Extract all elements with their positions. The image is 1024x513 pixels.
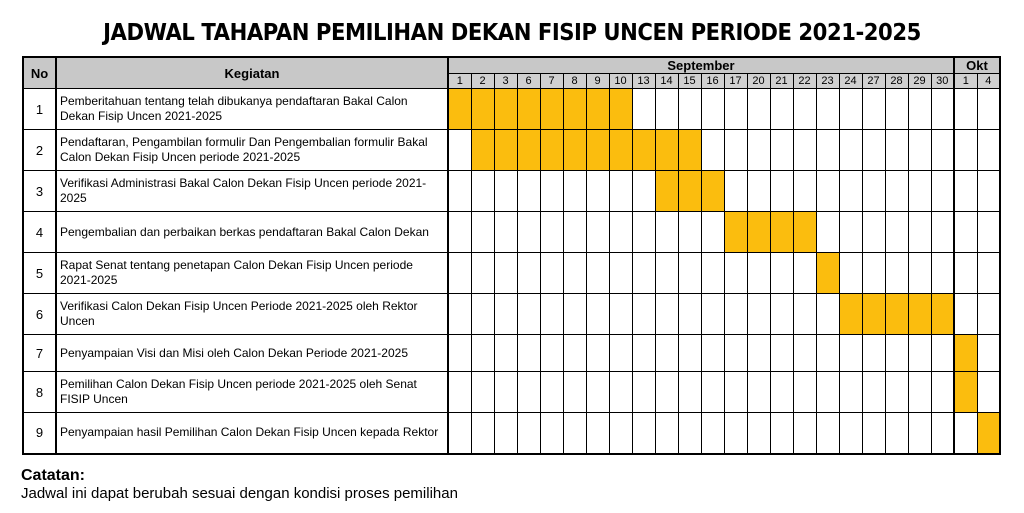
- schedule-cell-empty: [839, 335, 862, 372]
- schedule-cell-empty: [908, 253, 931, 294]
- page-title: JADWAL TAHAPAN PEMILIHAN DEKAN FISIP UNCEN PERIODE 2021-2025: [103, 20, 921, 46]
- schedule-cell-empty: [701, 130, 724, 171]
- schedule-cell-filled: [563, 89, 586, 130]
- activity-text: Verifikasi Administrasi Bakal Calon Dekan Fisip Uncen periode 2021-2025: [56, 171, 448, 212]
- schedule-cell-empty: [471, 335, 494, 372]
- day-label: 20: [747, 74, 770, 89]
- schedule-cell-empty: [678, 413, 701, 454]
- schedule-cell-empty: [609, 253, 632, 294]
- schedule-cell-empty: [678, 372, 701, 413]
- schedule-cell-empty: [494, 413, 517, 454]
- day-label: 8: [563, 74, 586, 89]
- table-row: [23, 212, 1000, 253]
- schedule-cell-empty: [747, 89, 770, 130]
- schedule-cell-empty: [770, 335, 793, 372]
- schedule-cell-empty: [471, 171, 494, 212]
- schedule-cell-empty: [885, 372, 908, 413]
- schedule-cell-filled: [816, 253, 839, 294]
- schedule-cell-empty: [586, 253, 609, 294]
- schedule-cell-empty: [862, 171, 885, 212]
- schedule-cell-empty: [908, 335, 931, 372]
- schedule-cell-empty: [517, 294, 540, 335]
- schedule-cell-filled: [655, 130, 678, 171]
- note-section: [21, 467, 458, 503]
- day-label: 27: [862, 74, 885, 89]
- activity-text: Rapat Senat tentang penetapan Calon Dekan Fisip Uncen periode 2021-2025: [56, 253, 448, 294]
- schedule-cell-filled: [517, 89, 540, 130]
- schedule-cell-empty: [586, 171, 609, 212]
- schedule-cell-filled: [609, 89, 632, 130]
- schedule-cell-empty: [793, 253, 816, 294]
- schedule-cell-empty: [494, 335, 517, 372]
- schedule-cell-empty: [977, 294, 1000, 335]
- schedule-cell-empty: [448, 130, 471, 171]
- schedule-cell-filled: [678, 171, 701, 212]
- schedule-cell-empty: [563, 413, 586, 454]
- schedule-cell-empty: [448, 171, 471, 212]
- schedule-cell-filled: [862, 294, 885, 335]
- schedule-cell-empty: [908, 212, 931, 253]
- schedule-cell-empty: [747, 372, 770, 413]
- schedule-cell-empty: [977, 89, 1000, 130]
- day-label: 15: [678, 74, 701, 89]
- schedule-cell-empty: [609, 413, 632, 454]
- schedule-cell-empty: [954, 89, 977, 130]
- schedule-cell-filled: [954, 372, 977, 413]
- schedule-cell-empty: [540, 372, 563, 413]
- schedule-cell-empty: [471, 372, 494, 413]
- schedule-cell-empty: [724, 130, 747, 171]
- schedule-cell-empty: [770, 89, 793, 130]
- schedule-cell-empty: [517, 372, 540, 413]
- schedule-cell-filled: [448, 89, 471, 130]
- schedule-cell-empty: [816, 130, 839, 171]
- schedule-cell-empty: [724, 89, 747, 130]
- schedule-cell-empty: [931, 212, 954, 253]
- schedule-cell-empty: [609, 212, 632, 253]
- schedule-cell-empty: [747, 413, 770, 454]
- schedule-cell-empty: [632, 171, 655, 212]
- schedule-cell-empty: [517, 335, 540, 372]
- day-label: 13: [632, 74, 655, 89]
- schedule-cell-empty: [931, 413, 954, 454]
- schedule-cell-empty: [448, 335, 471, 372]
- schedule-cell-empty: [609, 171, 632, 212]
- schedule-cell-empty: [885, 171, 908, 212]
- schedule-cell-empty: [908, 130, 931, 171]
- table-row: [23, 89, 1000, 130]
- schedule-cell-empty: [609, 335, 632, 372]
- schedule-cell-empty: [701, 253, 724, 294]
- schedule-cell-filled: [701, 171, 724, 212]
- schedule-cell-empty: [448, 253, 471, 294]
- schedule-cell-empty: [816, 335, 839, 372]
- schedule-cell-filled: [609, 130, 632, 171]
- schedule-cell-empty: [471, 294, 494, 335]
- schedule-cell-empty: [839, 89, 862, 130]
- day-label: 22: [793, 74, 816, 89]
- schedule-cell-empty: [540, 413, 563, 454]
- schedule-cell-empty: [632, 294, 655, 335]
- schedule-cell-empty: [908, 171, 931, 212]
- schedule-cell-filled: [793, 212, 816, 253]
- day-label: 1: [448, 74, 471, 89]
- schedule-cell-empty: [586, 212, 609, 253]
- table-row: [23, 253, 1000, 294]
- day-label: 16: [701, 74, 724, 89]
- schedule-cell-empty: [793, 89, 816, 130]
- row-number: 2: [23, 130, 56, 171]
- schedule-cell-empty: [931, 253, 954, 294]
- table-row: [23, 171, 1000, 212]
- header-no: No: [23, 57, 56, 89]
- schedule-cell-empty: [655, 212, 678, 253]
- schedule-cell-empty: [655, 372, 678, 413]
- schedule-cell-empty: [839, 253, 862, 294]
- schedule-cell-empty: [793, 372, 816, 413]
- schedule-cell-empty: [632, 413, 655, 454]
- schedule-cell-empty: [954, 294, 977, 335]
- header-activity: Kegiatan: [56, 57, 448, 89]
- schedule-cell-empty: [632, 89, 655, 130]
- schedule-cell-empty: [517, 171, 540, 212]
- schedule-cell-empty: [517, 212, 540, 253]
- header-month-okt: Okt: [954, 57, 1000, 74]
- schedule-cell-empty: [655, 413, 678, 454]
- schedule-cell-empty: [908, 372, 931, 413]
- day-label: 3: [494, 74, 517, 89]
- schedule-cell-filled: [770, 212, 793, 253]
- schedule-cell-empty: [977, 335, 1000, 372]
- schedule-cell-filled: [517, 130, 540, 171]
- schedule-cell-empty: [885, 89, 908, 130]
- schedule-cell-empty: [448, 212, 471, 253]
- schedule-cell-filled: [494, 130, 517, 171]
- schedule-cell-empty: [908, 413, 931, 454]
- schedule-cell-filled: [471, 130, 494, 171]
- day-label: 1: [954, 74, 977, 89]
- schedule-cell-empty: [885, 212, 908, 253]
- note-title: Catatan:: [21, 467, 86, 484]
- table-row: [23, 335, 1000, 372]
- schedule-cell-filled: [471, 89, 494, 130]
- schedule-cell-empty: [908, 89, 931, 130]
- schedule-cell-filled: [885, 294, 908, 335]
- day-label: 10: [609, 74, 632, 89]
- schedule-cell-empty: [586, 294, 609, 335]
- schedule-cell-empty: [632, 335, 655, 372]
- row-number: 5: [23, 253, 56, 294]
- schedule-cell-empty: [816, 372, 839, 413]
- row-number: 8: [23, 372, 56, 413]
- schedule-cell-empty: [954, 130, 977, 171]
- schedule-cell-empty: [563, 253, 586, 294]
- schedule-cell-empty: [586, 413, 609, 454]
- schedule-cell-filled: [655, 171, 678, 212]
- schedule-cell-empty: [839, 212, 862, 253]
- schedule-cell-empty: [678, 89, 701, 130]
- schedule-cell-empty: [471, 212, 494, 253]
- schedule-cell-empty: [655, 89, 678, 130]
- schedule-cell-empty: [977, 212, 1000, 253]
- activity-text: Verifikasi Calon Dekan Fisip Uncen Periode 2021-2025 oleh Rektor Uncen: [56, 294, 448, 335]
- schedule-cell-empty: [770, 413, 793, 454]
- schedule-cell-filled: [586, 130, 609, 171]
- schedule-cell-empty: [494, 171, 517, 212]
- schedule-cell-empty: [816, 89, 839, 130]
- schedule-cell-filled: [632, 130, 655, 171]
- header-month-september: September: [448, 57, 954, 74]
- schedule-cell-empty: [954, 253, 977, 294]
- schedule-cell-empty: [931, 335, 954, 372]
- schedule-cell-empty: [724, 335, 747, 372]
- schedule-cell-empty: [494, 253, 517, 294]
- schedule-cell-empty: [448, 372, 471, 413]
- table-row: [23, 413, 1000, 454]
- schedule-cell-empty: [977, 253, 1000, 294]
- schedule-cell-empty: [862, 253, 885, 294]
- schedule-cell-empty: [540, 212, 563, 253]
- schedule-cell-empty: [701, 294, 724, 335]
- schedule-cell-empty: [678, 253, 701, 294]
- schedule-cell-empty: [954, 212, 977, 253]
- schedule-cell-empty: [770, 253, 793, 294]
- day-label: 23: [816, 74, 839, 89]
- schedule-cell-empty: [793, 413, 816, 454]
- schedule-cell-empty: [724, 294, 747, 335]
- schedule-cell-empty: [540, 171, 563, 212]
- schedule-cell-empty: [862, 413, 885, 454]
- schedule-cell-empty: [770, 372, 793, 413]
- schedule-cell-filled: [839, 294, 862, 335]
- row-number: 9: [23, 413, 56, 454]
- activity-text: Penyampaian Visi dan Misi oleh Calon Dekan Periode 2021-2025: [56, 335, 448, 372]
- table-row: [23, 130, 1000, 171]
- activity-text: Penyampaian hasil Pemilihan Calon Dekan Fisip Uncen kepada Rektor: [56, 413, 448, 454]
- schedule-cell-empty: [954, 171, 977, 212]
- schedule-cell-empty: [839, 372, 862, 413]
- day-label: 24: [839, 74, 862, 89]
- schedule-cell-empty: [540, 253, 563, 294]
- schedule-cell-empty: [655, 294, 678, 335]
- day-label: 6: [517, 74, 540, 89]
- schedule-cell-empty: [931, 171, 954, 212]
- schedule-cell-filled: [540, 130, 563, 171]
- schedule-cell-empty: [747, 253, 770, 294]
- table-row: [23, 372, 1000, 413]
- schedule-cell-empty: [701, 212, 724, 253]
- schedule-cell-filled: [540, 89, 563, 130]
- schedule-cell-empty: [471, 413, 494, 454]
- schedule-cell-empty: [655, 253, 678, 294]
- schedule-cell-empty: [586, 335, 609, 372]
- schedule-cell-empty: [448, 294, 471, 335]
- day-label: 29: [908, 74, 931, 89]
- schedule-cell-empty: [839, 130, 862, 171]
- schedule-cell-filled: [494, 89, 517, 130]
- activity-text: Pendaftaran, Pengambilan formulir Dan Pengembalian formulir Bakal Calon Dekan Fisip Uncen periode 2021-2025: [56, 130, 448, 171]
- schedule-cell-empty: [770, 171, 793, 212]
- schedule-cell-empty: [839, 171, 862, 212]
- day-label: 17: [724, 74, 747, 89]
- schedule-cell-empty: [563, 294, 586, 335]
- schedule-cell-filled: [931, 294, 954, 335]
- schedule-cell-empty: [816, 171, 839, 212]
- schedule-cell-empty: [747, 335, 770, 372]
- table-row: [23, 294, 1000, 335]
- schedule-cell-empty: [793, 171, 816, 212]
- schedule-cell-empty: [724, 171, 747, 212]
- schedule-cell-filled: [563, 130, 586, 171]
- schedule-cell-empty: [632, 212, 655, 253]
- schedule-cell-filled: [724, 212, 747, 253]
- day-label: 21: [770, 74, 793, 89]
- schedule-cell-empty: [862, 372, 885, 413]
- schedule-table: [22, 56, 1001, 455]
- schedule-cell-empty: [724, 372, 747, 413]
- schedule-cell-empty: [563, 212, 586, 253]
- schedule-cell-empty: [885, 253, 908, 294]
- schedule-cell-empty: [517, 253, 540, 294]
- schedule-cell-empty: [517, 413, 540, 454]
- schedule-cell-empty: [609, 294, 632, 335]
- schedule-cell-empty: [977, 130, 1000, 171]
- day-label: 9: [586, 74, 609, 89]
- schedule-cell-empty: [770, 130, 793, 171]
- schedule-cell-empty: [678, 294, 701, 335]
- activity-text: Pemilihan Calon Dekan Fisip Uncen periode 2021-2025 oleh Senat FISIP Uncen: [56, 372, 448, 413]
- schedule-body: [23, 89, 1000, 454]
- schedule-cell-empty: [494, 294, 517, 335]
- schedule-cell-empty: [724, 253, 747, 294]
- schedule-cell-empty: [862, 89, 885, 130]
- schedule-cell-empty: [816, 294, 839, 335]
- schedule-cell-empty: [632, 253, 655, 294]
- header-row: [23, 57, 1000, 74]
- activity-text: Pemberitahuan tentang telah dibukanya pendaftaran Bakal Calon Dekan Fisip Uncen 2021-2025: [56, 89, 448, 130]
- schedule-cell-empty: [770, 294, 793, 335]
- schedule-cell-empty: [563, 171, 586, 212]
- activity-text: Pengembalian dan perbaikan berkas pendaftaran Bakal Calon Dekan: [56, 212, 448, 253]
- day-label: 7: [540, 74, 563, 89]
- schedule-cell-empty: [885, 130, 908, 171]
- schedule-cell-empty: [931, 130, 954, 171]
- schedule-cell-empty: [793, 294, 816, 335]
- schedule-cell-empty: [563, 335, 586, 372]
- schedule-cell-empty: [655, 335, 678, 372]
- schedule-cell-empty: [678, 212, 701, 253]
- day-label: 2: [471, 74, 494, 89]
- schedule-cell-empty: [724, 413, 747, 454]
- schedule-cell-empty: [701, 372, 724, 413]
- schedule-cell-empty: [563, 372, 586, 413]
- row-number: 6: [23, 294, 56, 335]
- schedule-cell-empty: [885, 413, 908, 454]
- schedule-cell-filled: [954, 335, 977, 372]
- day-label: 14: [655, 74, 678, 89]
- schedule-cell-empty: [540, 335, 563, 372]
- schedule-cell-empty: [747, 294, 770, 335]
- schedule-cell-filled: [586, 89, 609, 130]
- schedule-cell-empty: [931, 372, 954, 413]
- schedule-cell-empty: [494, 372, 517, 413]
- schedule-cell-empty: [816, 212, 839, 253]
- schedule-cell-empty: [494, 212, 517, 253]
- schedule-cell-empty: [954, 413, 977, 454]
- schedule-cell-empty: [632, 372, 655, 413]
- schedule-cell-empty: [448, 413, 471, 454]
- schedule-cell-filled: [977, 413, 1000, 454]
- schedule-cell-filled: [747, 212, 770, 253]
- schedule-cell-empty: [862, 212, 885, 253]
- schedule-cell-empty: [701, 89, 724, 130]
- schedule-cell-empty: [747, 130, 770, 171]
- schedule-cell-empty: [931, 89, 954, 130]
- schedule-cell-empty: [839, 413, 862, 454]
- schedule-cell-empty: [816, 413, 839, 454]
- day-label: 30: [931, 74, 954, 89]
- schedule-cell-empty: [609, 372, 632, 413]
- schedule-cell-empty: [885, 335, 908, 372]
- schedule-cell-empty: [540, 294, 563, 335]
- schedule-cell-filled: [678, 130, 701, 171]
- row-number: 4: [23, 212, 56, 253]
- schedule-cell-empty: [977, 171, 1000, 212]
- schedule-cell-empty: [471, 253, 494, 294]
- schedule-cell-empty: [862, 335, 885, 372]
- note-text: Jadwal ini dapat berubah sesuai dengan kondisi proses pemilihan: [21, 485, 458, 502]
- schedule-cell-empty: [701, 413, 724, 454]
- schedule-cell-empty: [793, 335, 816, 372]
- row-number: 1: [23, 89, 56, 130]
- schedule-cell-empty: [862, 130, 885, 171]
- row-number: 7: [23, 335, 56, 372]
- schedule-cell-empty: [678, 335, 701, 372]
- row-number: 3: [23, 171, 56, 212]
- schedule-cell-empty: [977, 372, 1000, 413]
- day-label: 4: [977, 74, 1000, 89]
- day-label: 28: [885, 74, 908, 89]
- schedule-cell-empty: [793, 130, 816, 171]
- schedule-cell-empty: [586, 372, 609, 413]
- schedule-cell-empty: [701, 335, 724, 372]
- schedule-cell-empty: [747, 171, 770, 212]
- schedule-cell-filled: [908, 294, 931, 335]
